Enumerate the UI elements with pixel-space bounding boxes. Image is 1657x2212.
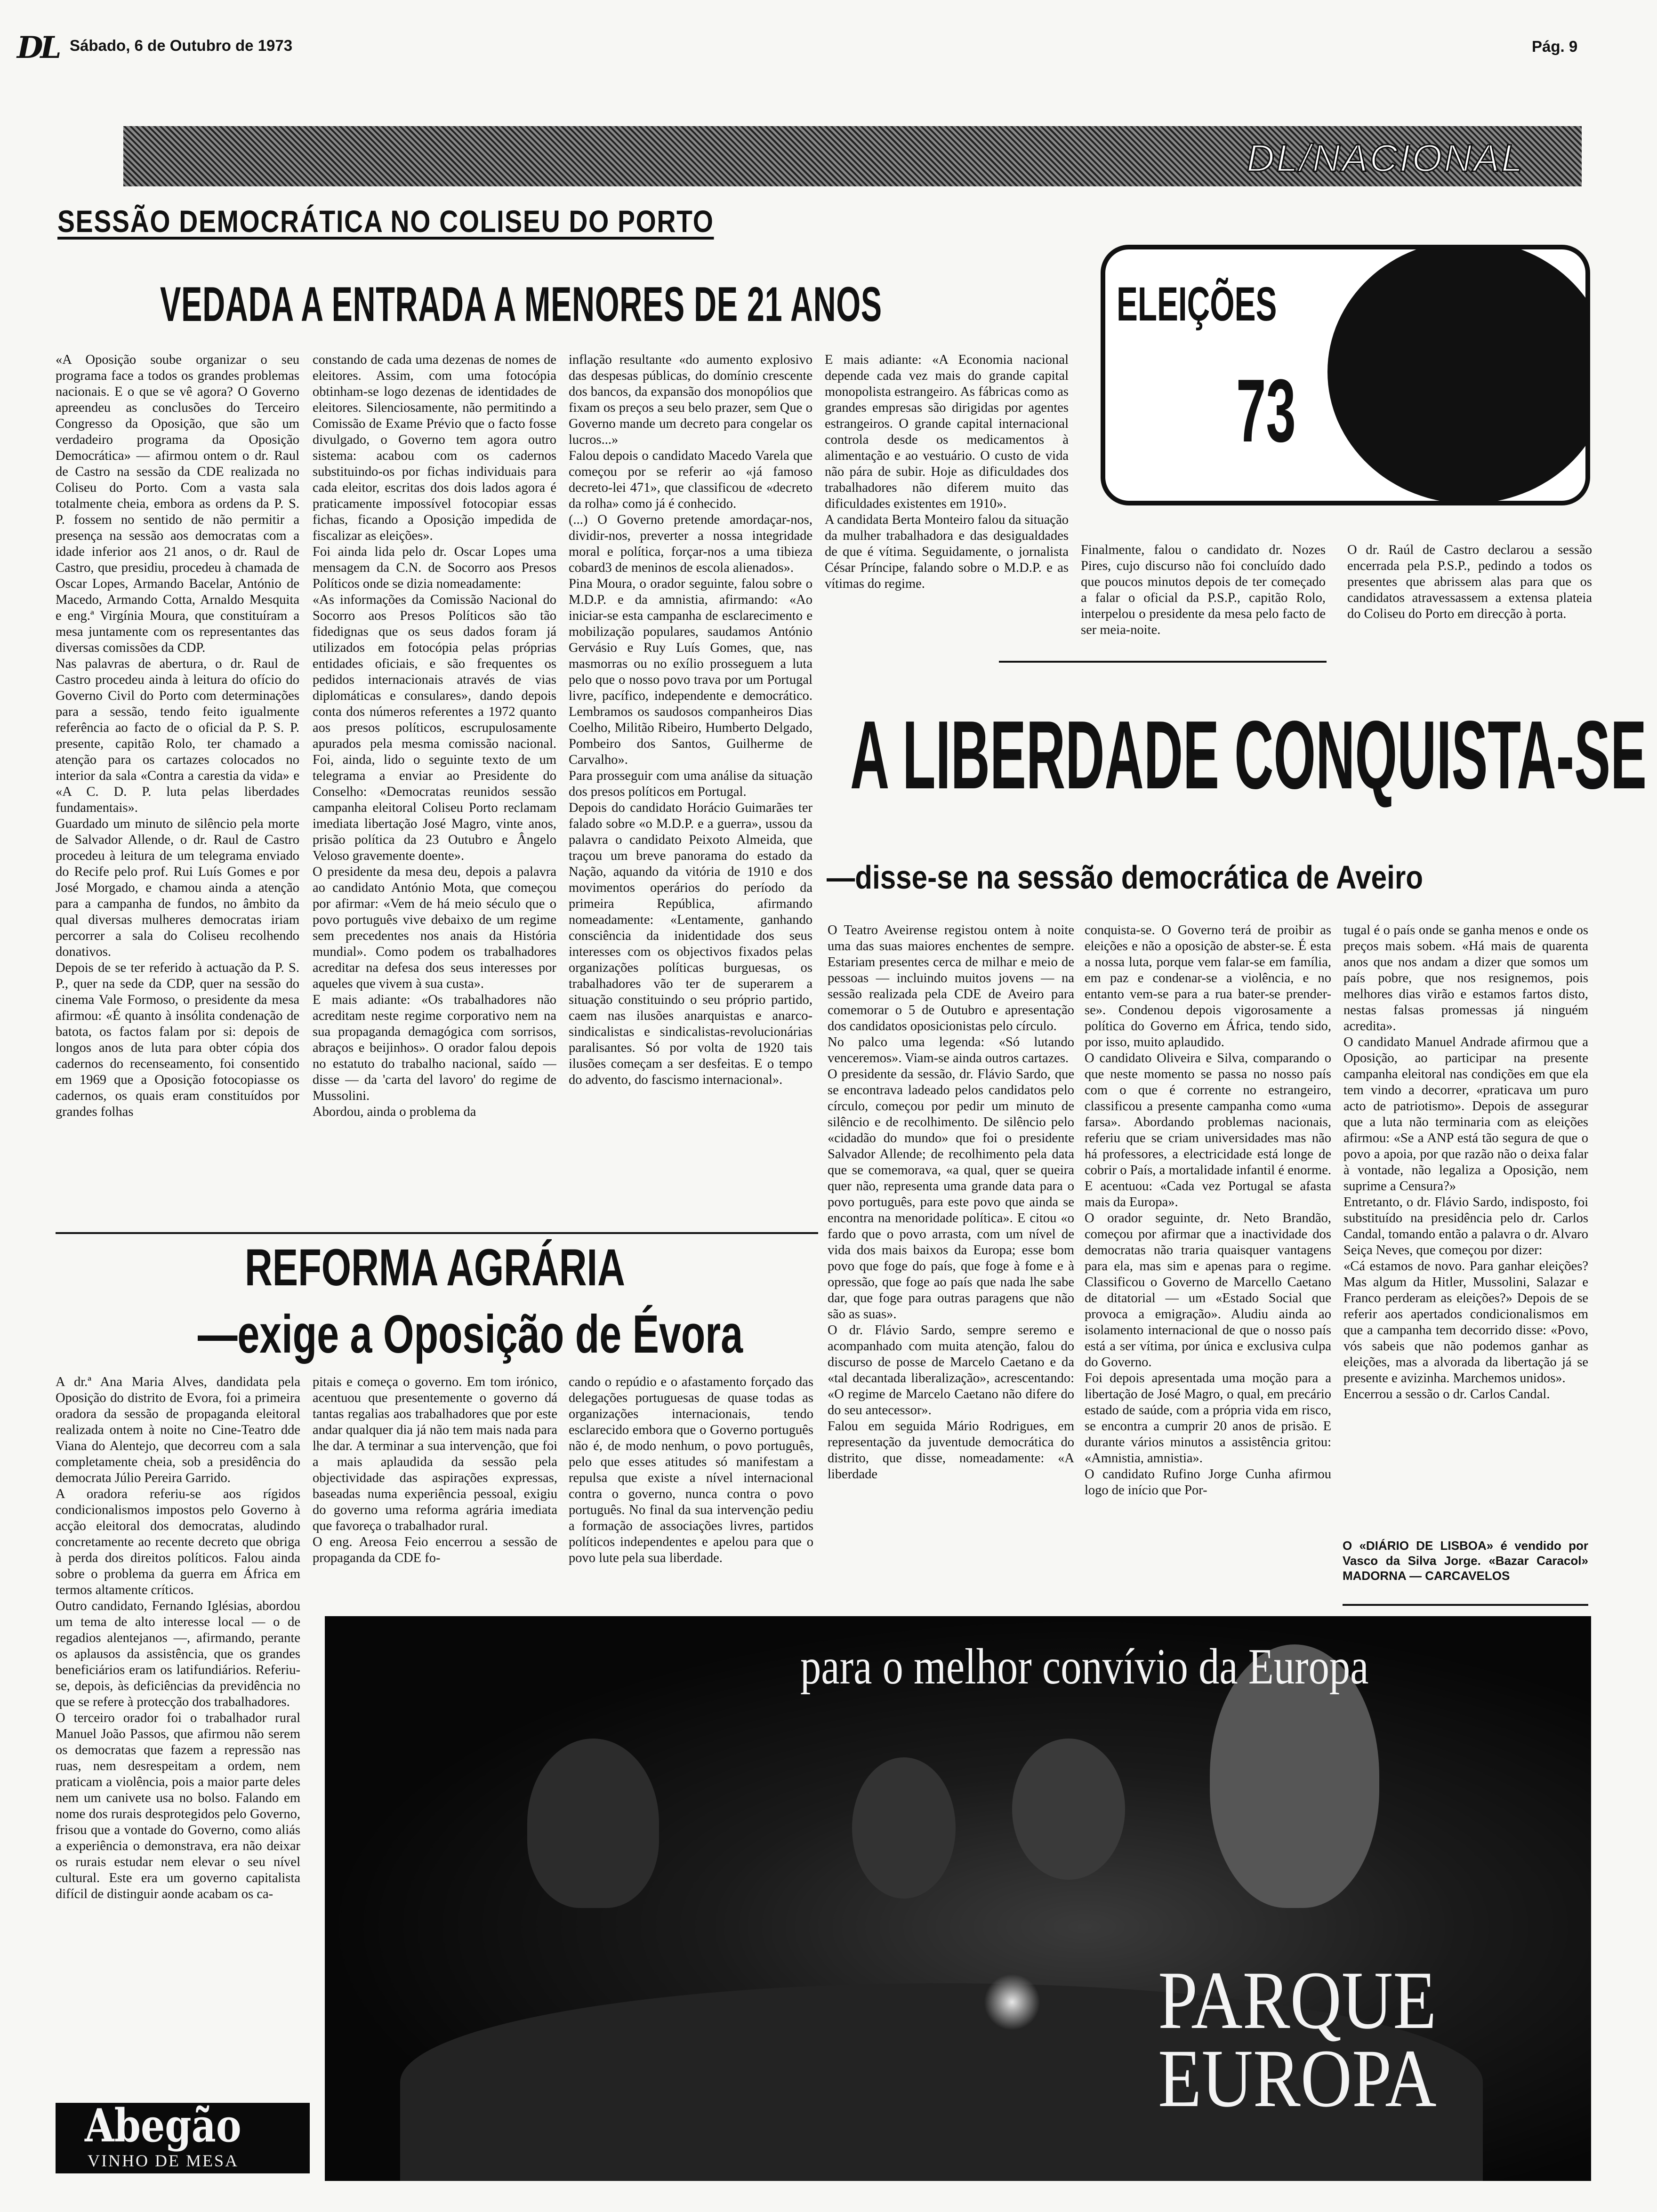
section-banner-title: DL/NACIONAL	[1247, 137, 1525, 180]
divider-rule	[56, 1232, 818, 1234]
sales-notice: O «DIÁRIO DE LISBOA» é vendido por Vasco da Silva Jorge. «Bazar Caracol» MADORNA — CARCAVELOS	[1343, 1538, 1588, 1606]
issue-date: Sábado, 6 de Outubro de 1973	[70, 37, 293, 54]
masthead-logo: DL	[17, 30, 59, 65]
evora-headline: REFORMA AGRÁRIA	[245, 1239, 625, 1297]
divider-rule	[999, 661, 1327, 663]
elections-box-disc	[1327, 245, 1590, 504]
aveiro-subhead: —disse-se na sessão democrática de Aveiro	[827, 859, 1424, 896]
aveiro-headline: A LIBERDADE CONQUISTA-SE	[850, 701, 1647, 809]
abegao-subtitle: VINHO DE MESA	[88, 2151, 239, 2170]
elections-box-word: ELEIÇÕES	[1117, 277, 1277, 331]
abegao-brand: Abegão	[85, 2099, 241, 2152]
aveiro-column-3: tugal é o país onde se ganha menos e onde os preços mais sobem. «Há mais de quarenta anos que nos andam a dizer que somos um país pobre, que nos resignemos, pois melhores dias virão e estamos fartos disto, nestas falsas promessas já ninguém acredita». O candidato Manuel Andrade afirmou que a Oposição, ao participar na presente campanha eleitoral nas condições em que ela tem vindo a decorrer, «praticava um puro acto de patriotismo». Depois de assegurar que a luta não terminaria com as eleições afirmou: «Se a ANP está tão segura de que o povo a apoia, por que razão não o deixa falar à vontade, não legaliza a Oposição, nem suprime a Censura?» Entretanto, o dr. Flávio Sardo, indisposto, foi substituído na presidência pelo dr. Carlos Candal, tomando então a palavra o dr. Alvaro Seiça Neves, que começou por dizer: «Cá estamos de novo. Para ganhar eleições? Mas algum da Hitler, Mussolini, Salazar e Franco perderam as eleições?» Depois de se referir aos apertados condicionalismos em que a campanha tem decorrido disse: «Povo, vós sabeis que não podemos ganhar as eleições, mas a alvorada da libertação já se presente e avizinha. Marchemos unidos». Encerrou a sessão o dr. Carlos Candal.	[1343, 923, 1588, 1402]
aveiro-column-1: O Teatro Aveirense registou ontem à noite uma das suas maiores enchentes de sempre. Estariam presentes cerca de milhar e meio de pessoas — incluindo muitos jovens — na sessão realizada pela CDE de Aveiro para comemorar o 5 de Outubro e apresentação dos candidatos oposicionistas pelo círculo. No palco uma legenda: «Só lutando venceremos». Viam-se ainda outros cartazes. O presidente da sessão, dr. Flávio Sardo, que se encontrava ladeado pelos candidatos pelo círculo, começou por pedir um minuto de silêncio e de recolhimento. De silêncio pelo «cidadão do mundo» que foi o presidente Salvador Allende; de recolhimento pela data que se comemorava, «a qual, quer se queira quer não, representa uma grande data para o povo português, para este povo que ainda se encontra na menoridade política». E citou «o fardo que o povo arrasta, com um nível de vida dos mais baixos da Europa; esse bom povo que foge do país, que foge à fome e à opressão, que foge ao país que nada lhe sabe dar, que foge para outras paragens que não são as suas». O dr. Flávio Sardo, sempre seremo e acompanhado com muita atenção, falou do discurso de posse de Marcelo Caetano e da «tal decantada liberalização», acrescentando: «O regime de Marcelo Caetano não difere do do seu antecessor». Falou em seguida Mário Rodrigues, em representação da juventude democrática do distrito, que disse, nomeadamente: «A liberdade	[828, 923, 1074, 1482]
evora-column-2: pitais e começa o governo. Em tom irónico, acentuou que presentemente o governo dá tantas regalias aos trabalhadores que por este andar qualquer dia já não tem mais nada para lhe dar. A terminar a sua intervenção, que foi a mais aplaudida da sessão pela objectividade das aspirações expressas, baseadas numa experiência pessoal, exigiu do governo uma reforma agrária imediata que favoreça o trabalhador rural. O eng. Areosa Feio encerrou a sessão de propaganda da CDE fo-	[313, 1375, 557, 1565]
page-number: Pág. 9	[1532, 38, 1578, 55]
porto-article-column-4: E mais adiante: «A Economia nacional depende cada vez mais do grande capital monopolista estrangeiro. As fábricas como as grandes empresas são dirigidas por agentes estrangeiros. O grande capital internacional controla desde os medicamentos à alimentação e ao vestuário. O custo de vida não pára de subir. Hoje as dificuldades dos trabalhadores não diferem muito das dificuldades existentes em 1910». A candidata Berta Monteiro falou da situação da mulher trabalhadora e das desigualdades de que é vítima. Seguidamente, o jornalista César Príncipe, falando sobre o M.D.P. e as vítimas do regime.	[825, 353, 1069, 591]
evora-column-3: cando o repúdio e o afastamento forçado das delegações portuguesas de quase todas as organizações internacionais, tendo esclarecido embora que o Governo português não é, de modo nenhum, o povo português, pelo que esses atitudes só manifestam a repulsa que existe a nível internacional contra o governo, nunca contra o povo português. No final da sua intervenção pediu a formação de associações livres, partidos políticos independentes e apelou para que o povo lute pela sua liberdade.	[569, 1375, 813, 1565]
ad-photo-figure	[1012, 1739, 1125, 1880]
kicker-heading: SESSÃO DEMOCRÁTICA NO COLISEU DO PORTO	[57, 204, 714, 239]
aveiro-column-2: conquista-se. O Governo terá de proibir as eleições e não a oposição de abster-se. É esta a nossa luta, porque vem falar-se em família, em paz e condenar-se a violência, e no entanto vem-se para a rua bater-se prender-se». Condenou depois vigorosamente a política do Governo em África, tendo sido, por isso, muito aplaudido. O candidato Oliveira e Silva, comparando o que neste momento se passa no nosso país com o que é corrente no estrangeiro, classificou a presente campanha como «uma farsa». Abordando problemas nacionais, referiu que se criam universidades mas não há professores, a electricidade está longe de cobrir o País, a mortalidade infantil é enorme. E acentuou: «Cada vez Portugal se afasta mais da Europa». O orador seguinte, dr. Neto Brandão, começou por afirmar que a inactividade dos democratas não traria quaisquer vantagens para ela, mas sim e apenas para o regime. Classificou o Governo de Marcello Caetano de ditatorial — um «Estado Social que provoca a emigração». Aludiu ainda ao isolamento internacional de que o nosso país está a ser vítima, por única e exclusiva culpa do Governo. Foi depois apresentada uma moção para a libertação de José Magro, o qual, em precário estado de saúde, com a própria vida em risco, se encontra a cumprir 20 anos de prisão. E durante vários minutos a assistência gritou: «Amnistia, amnistia». O candidato Rufino Jorge Cunha afirmou logo de início que Por-	[1085, 923, 1331, 1498]
ad-photo-figure	[527, 1739, 659, 1908]
evora-column-1: A dr.ª Ana Maria Alves, dandidata pela Oposição do distrito de Evora, foi a primeira oradora da sessão de propaganda eleitoral realizada ontem à noite no Cine-Teatro dde Viana do Alentejo, que decorreu com a sala completamente cheia, sob a presidência do democrata Júlio Pereira Garrido. A oradora referiu-se aos rígidos condicionalismos impostos pelo Governo à acção eleitoral dos democratas, aludindo concretamente ao recente decreto que obriga à perda dos direitos políticos. Falou ainda sobre o problema da guerra em África em termos altamente críticos. Outro candidato, Fernando Iglésias, abordou um tema de alto interesse local — o de regadios alentejanos —, afirmando, perante os aplausos da assistência, que os grandes beneficiários eram os latifundiários. Referiu-se, depois, às deficiências da previdência no que se refere à protecção dos trabalhadores. O terceiro orador foi o trabalhador rural Manuel João Passos, que afirmou não serem os democratas que fazem a repressão nas ruas, nem desrespeitam a ordem, nem praticam a violência, pois a maior parte deles nem um canivete usa no bolso. Falando em nome dos rurais desprotegidos pelo Governo, frisou que a vontade do Governo, como aliás a experiência o demonstrava, era não deixar os rurais estudar nem elevar o seu nível cultural. Este era um governo capitalista difícil de distinguir aonde acabam os ca-	[56, 1375, 300, 1901]
ad-brand-line-2: EUROPA	[1158, 2033, 1437, 2124]
ad-photo-figure	[852, 1757, 956, 1899]
ad-tagline: para o melhor convívio da Europa	[800, 1639, 1369, 1695]
ad-photo-candle	[984, 1974, 1040, 2030]
porto-article-column-1: «A Oposição soube organizar o seu programa face a todos os grandes problemas nacionais. E o que se vê agora? O Governo apreendeu as conclusões do Terceiro Congresso da Oposição, que são um verdadeiro programa da Oposição Democrática» — afirmou ontem o dr. Raul de Castro na sessão da CDE realizada no Coliseu do Porto. Com a vasta sala totalmente cheia, embora as ordens da P. S. P. fossem no sentido de não permitir a presença na sessão aos democratas com a idade inferior aos 21 anos, o dr. Raul de Castro, que presidiu, procedeu à chamada de Oscar Lopes, Armando Bacelar, António de Macedo, Armando Cotta, Arnaldo Mesquita e eng.ª Virgínia Moura, que constituíram a mesa juntamente com os representantes das diversas comissões da CDP. Nas palavras de abertura, o dr. Raul de Castro procedeu ainda à leitura do ofício do Governo Civil do Porto com determinações para a sessão, tendo feito igualmente referência ao facto de o oficial da P. S. P. presente, capitão Rolo, ter chamado a atenção para os cartazes colocados no interior da sala «Contra a carestia da vida» e «A C. D. P. luta pelas liberdades fundamentais». Guardado um minuto de silêncio pela morte de Salvador Allende, o dr. Raul de Castro procedeu à leitura de um telegrama enviado do Recife pelo prof. Rui Luís Gomes e por José Morgado, e chamou ainda a atenção para a campanha de fundos, no âmbito da qual diversas mulheres democratas iriam percorrer a sala do Coliseu recolhendo donativos. Depois de se ter referido à actuação da P. S. P., quer na sede da CDP, quer na sessão do cinema Vale Formoso, o presidente da mesa afirmou: «É quanto à insólita condenação de batota, os factos falam por si: depois de longos anos de luta para obter cópia dos cadernos do recenseamento, foi consentido em 1969 que a Oposição fotocopiasse os cadernos, os quais eram constituídos por grandes folhas	[56, 353, 299, 1119]
porto-article-end-column-1: Finalmente, falou o candidato dr. Nozes Pires, cujo discurso não foi concluído dado que poucos minutos depois de ter começado a falar o oficial da P.S.P., capitão Rolo, interpelou o presidente da mesa pelo facto de ser meia-noite.	[1081, 543, 1326, 637]
porto-article-column-2: constando de cada uma dezenas de nomes de eleitores. Assim, com uma fotocópia obtinham-se logo dezenas de identidades de eleitores. Silenciosamente, não permitindo a Comissão de Exame Prévio que o facto fosse divulgado, o Governo tem agora outro sistema: acabou com os cadernos substituindo-os por fichas individuais para cada eleitor, escritas dos dois lados agora é praticamente impossível fotocopiar essas fichas, ficando a Oposição impedida de fiscalizar as eleições». Foi ainda lida pelo dr. Oscar Lopes uma mensagem da C.N. de Socorro aos Presos Políticos onde se dizia nomeadamente: «As informações da Comissão Nacional do Socorro aos Presos Políticos são tão fidedignas que os seus dados foram já utilizados em fotocópia pelas próprias entidades oficiais, e são frequentes os pedidos internacionais através de vias diplomáticas e consulares», dando depois conta dos números referentes a 1972 quanto aos presos políticos, escrupulosamente apurados pela mesma comissão nacional. Foi, ainda, lido o seguinte texto de um telegrama a enviar ao Presidente do Conselho: «Democratas reunidos sessão campanha eleitoral Coliseu Porto reclamam imediata libertação José Magro, vinte anos, prisão política da 23 Outubro e Ângelo Veloso gravemente doente». O presidente da mesa deu, depois a palavra ao candidato António Mota, que começou por afirmar: «Vem de há meio século que o povo português vive debaixo de um regime sem precedentes nos anais da História mundial». Como podem os trabalhadores acreditar na defesa dos seus interesses por aqueles que vivem à sua custa». E mais adiante: «Os trabalhadores não acreditam neste regime corporativo nem na sua propaganda demagógica com sorrisos, abraços e beijinhos». O orador falou depois no estatuto do trabalho nacional, saído — disse — da 'carta del lavoro' do regime de Mussolini. Abordou, ainda o problema da	[313, 353, 556, 1119]
porto-article-end-column-2: O dr. Raúl de Castro declarou a sessão encerrada pela P.S.P., pedindo a todos os presentes que abrissem alas para que os candidatos atravessassem a extensa plateia do Coliseu do Porto em direcção à porta.	[1347, 543, 1592, 621]
evora-subhead: —exige a Oposição de Évora	[198, 1305, 743, 1364]
porto-article-column-3: inflação resultante «do aumento explosivo das despesas públicas, do domínio crescente dos bancos, da expansão dos monopólios que fixam os preços a seu belo prazer, sem Que o Governo mande um decreto para congelar os lucros...» Falou depois o candidato Macedo Varela que começou por se referir ao «já famoso decreto-lei 471», que classificou de «decreto da rolha» como já é conhecido. (...) O Governo pretende amordaçar-nos, dividir-nos, preverter a nossa integridade moral e política, forçar-nos a uma tibieza cobard3 de meninos de escola alienados». Pina Moura, o orador seguinte, falou sobre o M.D.P. e da amnistia, afirmando: «Ao iniciar-se esta campanha de esclarecimento e mobilização populares, saudamos António Gervásio e Ruy Luís Gomes, que, nas masmorras ou no exílio prosseguem a luta pelo que o nosso povo trava por um Portugal livre, pacífico, independente e democrático. Lembramos os saudosos companheiros Dias Coelho, Militão Ribeiro, Humberto Delgado, Pombeiro dos Santos, Guilherme de Carvalho». Para prosseguir com uma análise da situação dos presos políticos em Portugal. Depois do candidato Horácio Guimarães ter falado sobre «o M.D.P. e a guerra», ussou da palavra o candidato Peixoto Almeida, que traçou um breve panorama do estado da Nação, aquando da vitória de 1910 e dos movimentos operários do período da primeira República, afirmando nomeadamente: «Lentamente, ganhando consciência da inidentidade dos seus interesses com os objectivos fixados pelas organizações políticas burguesas, os trabalhadores vão ter de superarem a situação constituindo o seu próprio partido, caem nas ilusões anarquistas e anarco-sindicalistas e sindicalistas-revolucionárias paralisantes. Só por volta de 1920 tais ilusões começam a ser desfeitas. E o tempo do advento, do fascismo internacional».	[569, 353, 812, 1087]
elections-box-number: 73	[1236, 361, 1296, 461]
ad-brand-line-1: PARQUE	[1158, 1955, 1437, 2046]
main-headline: VEDADA A ENTRADA A MENORES DE 21 ANOS	[160, 277, 882, 332]
